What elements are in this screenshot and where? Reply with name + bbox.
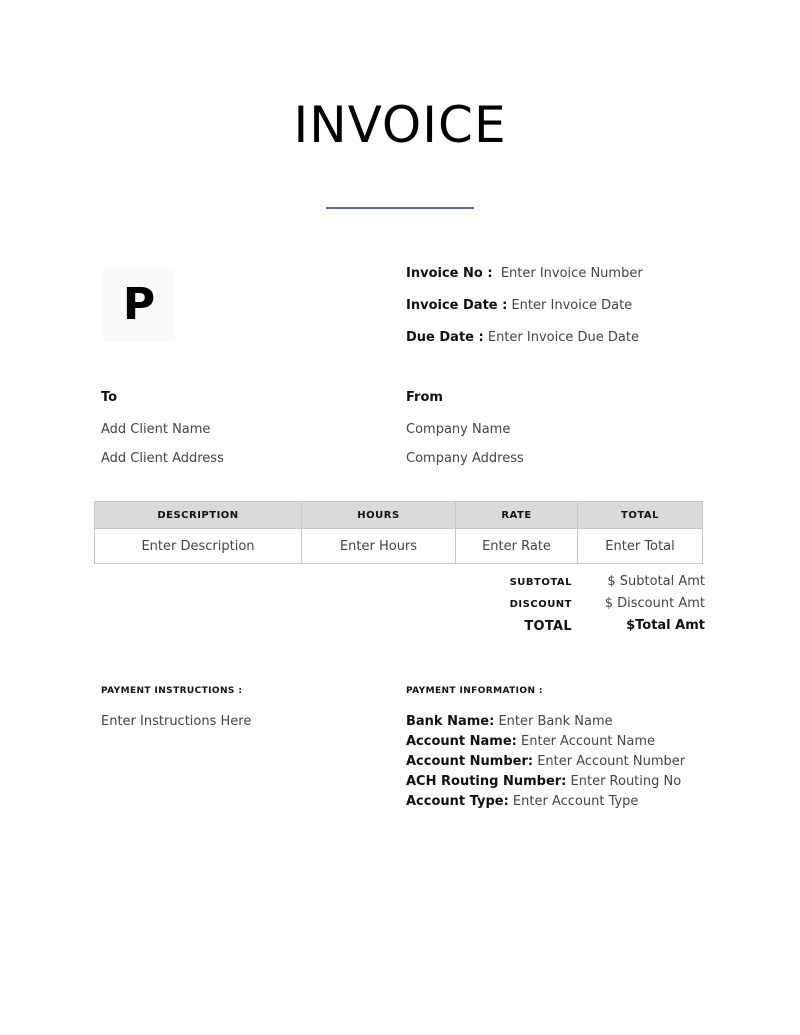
table-header-row: [95, 502, 703, 529]
routing-number-line: [406, 774, 681, 790]
due-date-field[interactable]: Enter Invoice Due Date: [487, 330, 639, 345]
invoice-date-line: [406, 298, 632, 314]
rate-cell[interactable]: Enter Rate: [456, 529, 578, 564]
company-address-field[interactable]: Company Address: [406, 451, 524, 466]
invoice-date-field[interactable]: Enter Invoice Date: [511, 298, 633, 313]
discount-value[interactable]: $ Discount Amt: [604, 596, 705, 611]
hours-cell[interactable]: Enter Hours: [302, 529, 456, 564]
column-header-rate: RATE: [456, 502, 578, 529]
line-items-table: [94, 501, 703, 564]
column-header-description: DESCRIPTION: [95, 502, 302, 529]
due-date-line: [406, 330, 639, 346]
subtotal-label: SUBTOTAL: [509, 577, 572, 588]
invoice-number-field[interactable]: Enter Invoice Number: [500, 266, 643, 281]
client-name-field[interactable]: Add Client Name: [101, 422, 211, 437]
column-header-hours: HOURS: [302, 502, 456, 529]
company-logo: [103, 268, 175, 341]
client-address-field[interactable]: Add Client Address: [101, 451, 224, 466]
bank-name-label: Bank Name:: [406, 714, 495, 729]
description-cell[interactable]: Enter Description: [95, 529, 302, 564]
account-name-line: [406, 734, 655, 750]
title-divider: [326, 207, 474, 209]
routing-number-label: ACH Routing Number:: [406, 774, 567, 789]
bank-name-field[interactable]: Enter Bank Name: [498, 714, 613, 729]
total-label: TOTAL: [524, 619, 572, 634]
invoice-number-label: Invoice No :: [406, 266, 493, 281]
invoice-date-label: Invoice Date :: [406, 298, 508, 313]
account-name-label: Account Name:: [406, 734, 517, 749]
account-type-label: Account Type:: [406, 794, 509, 809]
bank-name-line: [406, 714, 613, 730]
total-cell[interactable]: Enter Total: [578, 529, 703, 564]
column-header-total: TOTAL: [578, 502, 703, 529]
account-number-label: Account Number:: [406, 754, 534, 769]
payment-instructions-heading: PAYMENT INSTRUCTIONS :: [101, 686, 243, 696]
from-heading: From: [406, 390, 443, 405]
discount-label: DISCOUNT: [509, 599, 572, 610]
account-number-line: [406, 754, 685, 770]
page-title: INVOICE: [293, 96, 507, 154]
due-date-label: Due Date :: [406, 330, 484, 345]
table-row: [95, 529, 703, 564]
account-number-field[interactable]: Enter Account Number: [537, 754, 686, 769]
routing-number-field[interactable]: Enter Routing No: [570, 774, 682, 789]
account-name-field[interactable]: Enter Account Name: [521, 734, 656, 749]
payment-instructions-text[interactable]: Enter Instructions Here: [101, 714, 252, 729]
account-type-field[interactable]: Enter Account Type: [512, 794, 639, 809]
to-heading: To: [101, 390, 118, 405]
subtotal-value[interactable]: $ Subtotal Amt: [607, 574, 705, 589]
payment-information-heading: PAYMENT INFORMATION :: [406, 686, 543, 696]
total-value[interactable]: $Total Amt: [626, 618, 705, 633]
logo-letter: P: [122, 279, 156, 330]
company-name-field[interactable]: Company Name: [406, 422, 511, 437]
account-type-line: [406, 794, 638, 810]
invoice-number-line: [406, 266, 643, 282]
